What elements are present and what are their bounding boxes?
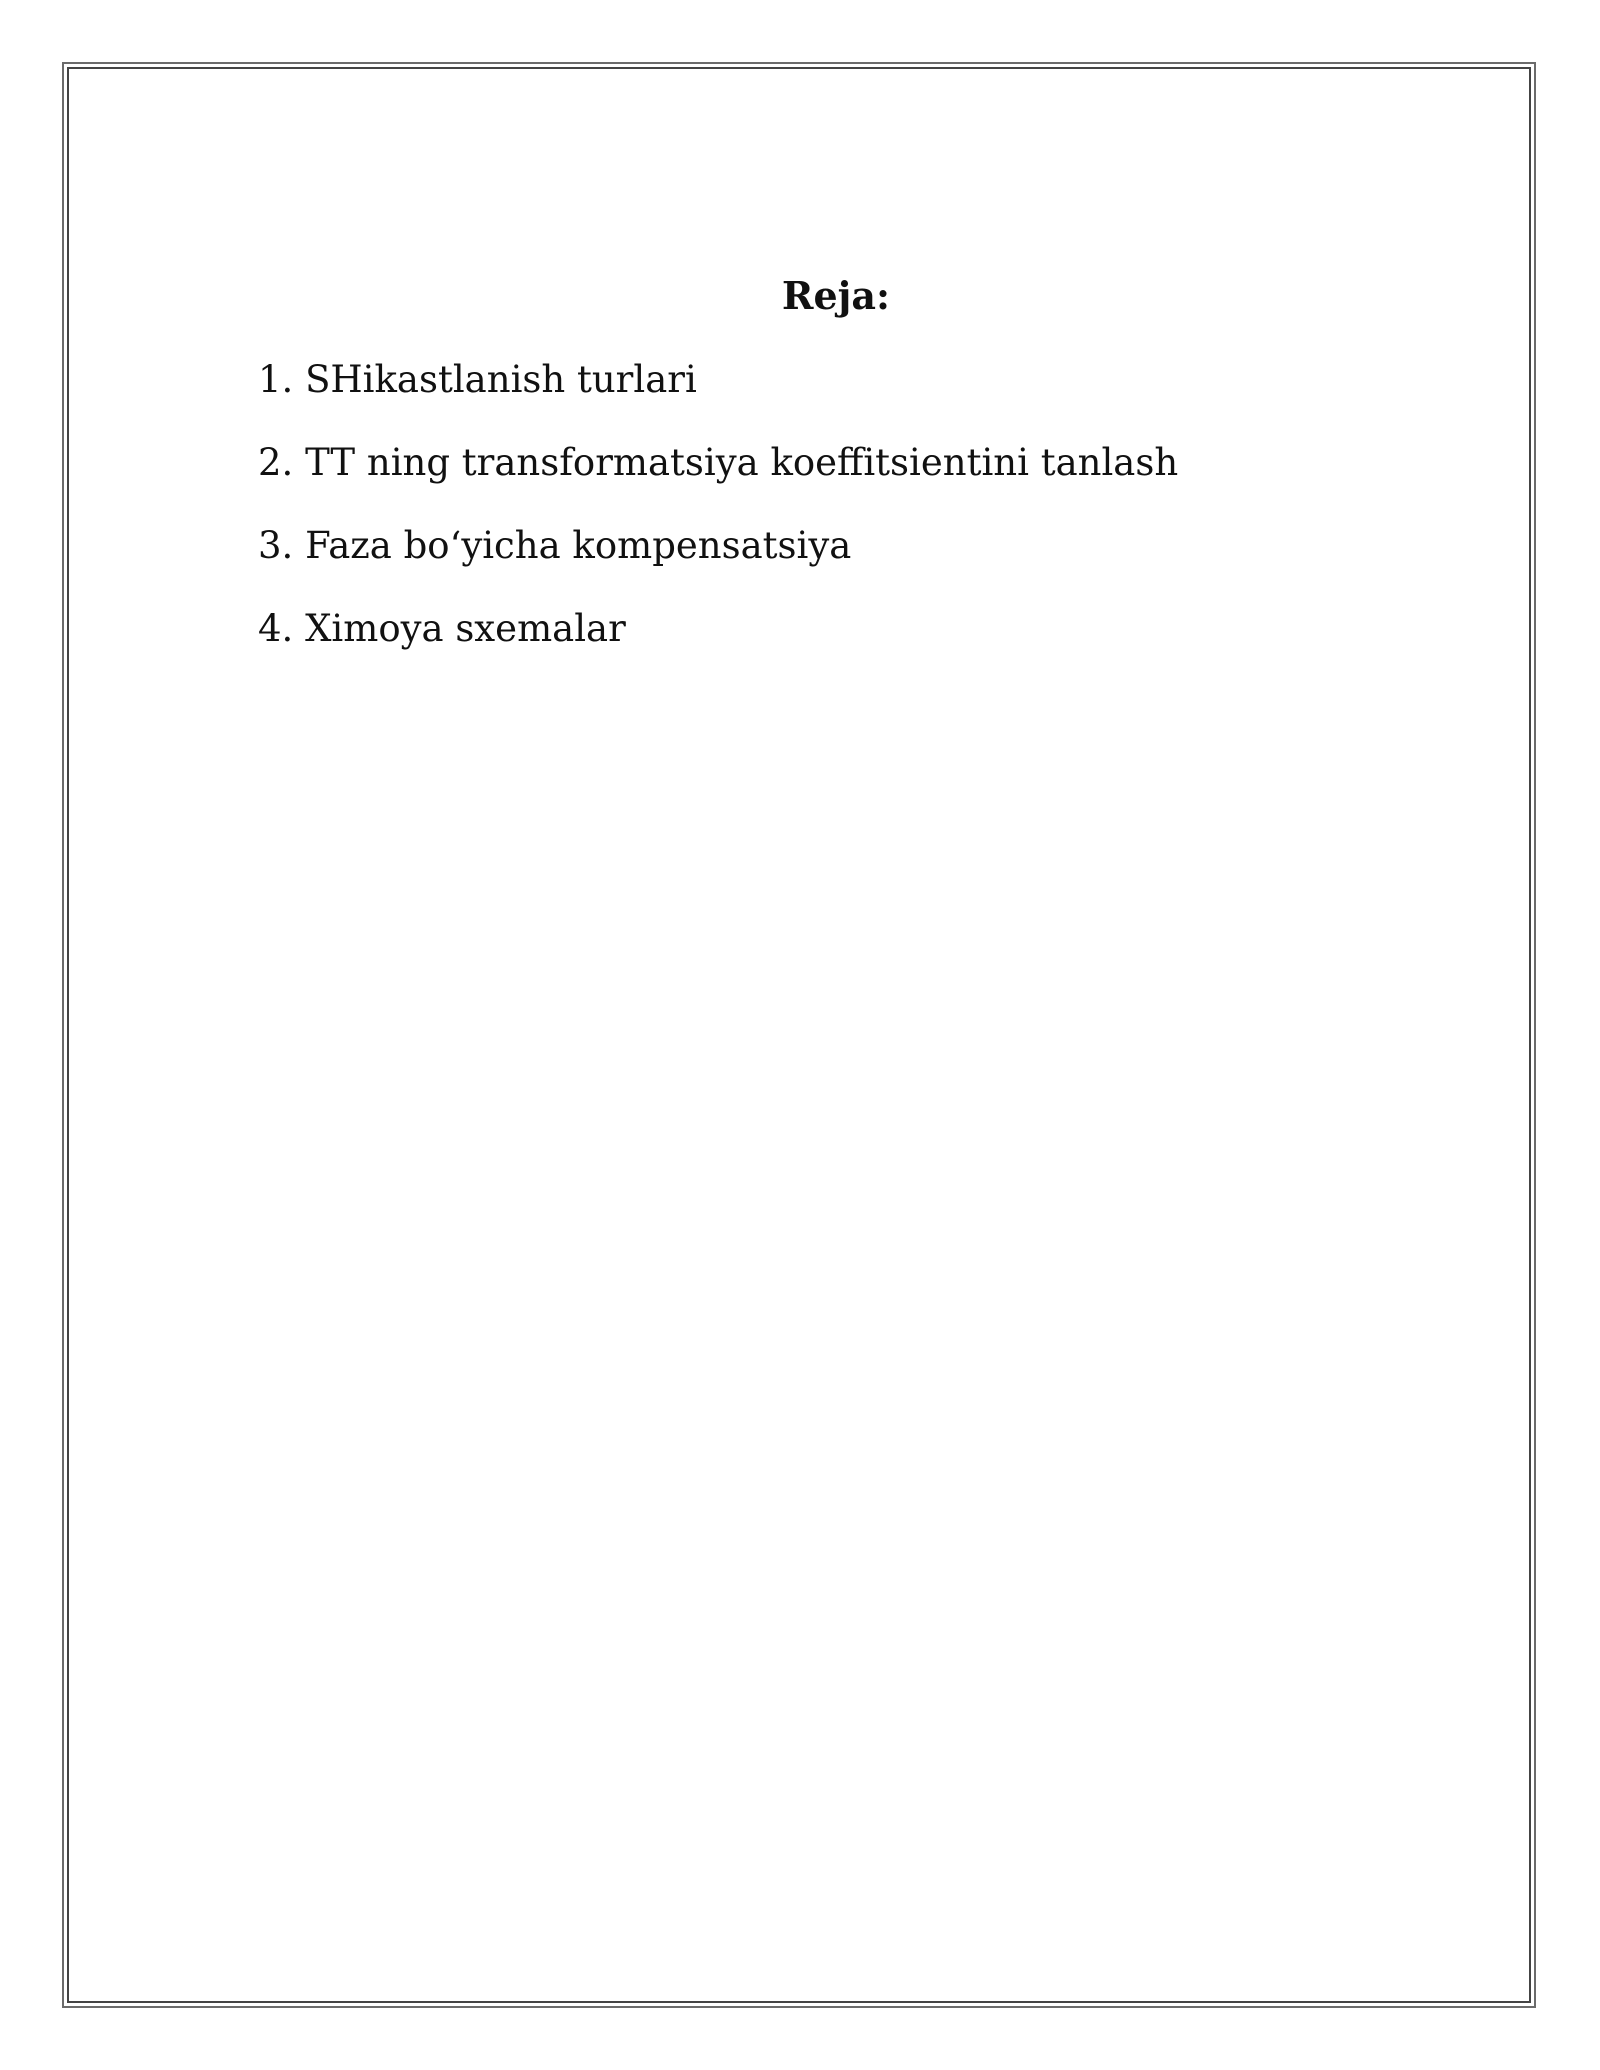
- plan-list: [258, 356, 1178, 688]
- plan-item-1: 1. SHikastlanish turlari: [258, 358, 697, 401]
- page-border: [62, 62, 1536, 2008]
- plan-item-3: 3. Faza bo‘yicha kompensatsiya: [258, 524, 852, 567]
- plan-item-4: 4. Ximoya sxemalar: [258, 607, 626, 650]
- page-title: Reja:: [781, 273, 891, 318]
- plan-item-2: 2. TT ning transformatsiya koeffitsientini tanlash: [258, 441, 1179, 484]
